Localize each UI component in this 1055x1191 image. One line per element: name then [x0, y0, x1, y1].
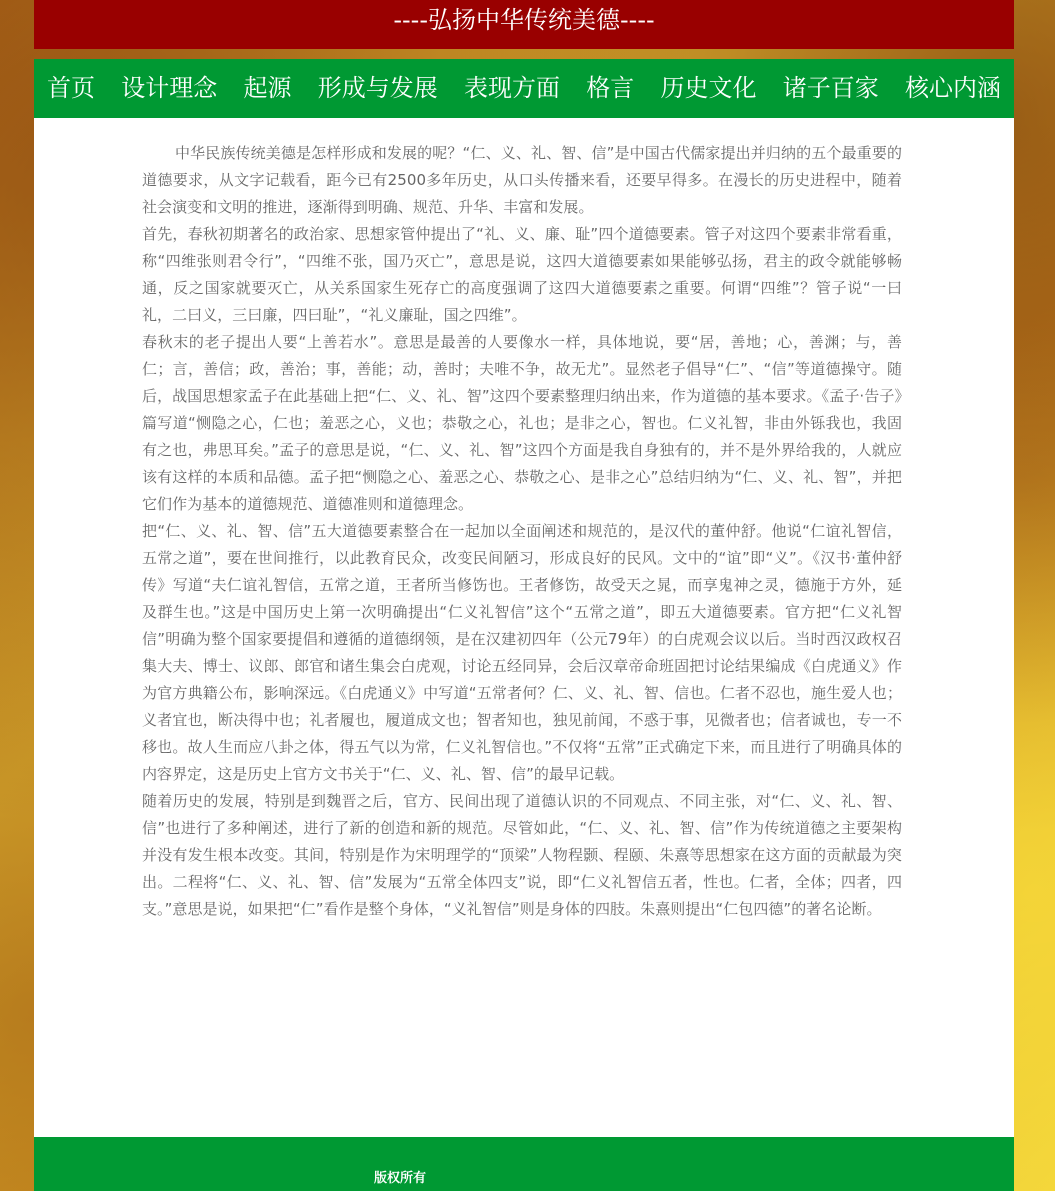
site-banner [34, 0, 1014, 49]
site-footer [34, 1137, 1014, 1191]
copyright-text: 版权所有 [374, 1171, 427, 1186]
nav-item-maxims[interactable]: 格言 [586, 74, 635, 102]
article-body [142, 140, 902, 923]
main-nav [34, 59, 1014, 118]
page-wrapper [34, 0, 1014, 1191]
article-paragraph-intro: 中华民族传统美德是怎样形成和发展的呢？“仁、义、礼、智、信”是中国古代儒家提出并归纳的五个最重要的道德要求，从文字记载看，距今已有2500多年历史，从口头传播来看，还要早得多。在漫长的历史进程中，随着社会演变和文明的推进，逐渐得到明确、规范、升华、丰富和发展。 [142, 144, 902, 216]
nav-item-origin[interactable]: 起源 [243, 74, 292, 102]
article-paragraph-guanzhong: 首先，春秋初期著名的政治家、思想家管仲提出了“礼、义、廉、耻”四个道德要素。管子对这四个要素非常看重，称“四维张则君令行”，“四维不张，国乃灭亡”，意思是说，这四大道德要素如果能够弘扬，君主的政令就能够畅通，反之国家就要灭亡，从关系国家生死存亡的高度强调了这四大道德要素之重要。何谓“四维”？管子说“一曰礼，二曰义，三曰廉，四曰耻”，“礼义廉耻，国之四维”。 [142, 225, 902, 324]
nav-item-design-concept[interactable]: 设计理念 [121, 74, 218, 102]
article-paragraph-laozi-mencius: 春秋末的老子提出人要“上善若水”。意思是最善的人要像水一样，具体地说，要“居，善地；心，善渊；与，善仁；言，善信；政，善治；事，善能；动，善时；夫唯不争，故无尤”。显然老子倡导“仁”、“信”等道德操守。随后，战国思想家孟子在此基础上把“仁、义、礼、智”这四个要素整理归纳出来，作为道德的基本要求。《孟子·告子》篇写道“恻隐之心，仁也；羞恶之心，义也；恭敬之心，礼也；是非之心，智也。仁义礼智，非由外铄我也，我固有之也，弗思耳矣。”孟子的意思是说，“仁、义、礼、智”这四个方面是我自身独有的，并不是外界给我的，人就应该有这样的本质和品德。孟子把“恻隐之心、羞恶之心、恭敬之心、是非之心”总结归纳为“仁、义、礼、智”，并把它们作为基本的道德规范、道德准则和道德理念。 [142, 333, 902, 513]
article-paragraph-song-ming: 随着历史的发展，特别是到魏晋之后，官方、民间出现了道德认识的不同观点、不同主张，对“仁、义、礼、智、信”也进行了多种阐述，进行了新的创造和新的规范。尽管如此，“仁、义、礼、智、信”作为传统道德之主要架构并没有发生根本改变。其间，特别是作为宋明理学的“顶梁”人物程颢、程颐、朱熹等思想家在这方面的贡献最为突出。二程将“仁、义、礼、智、信”发展为“五常全体四支”说，即“仁义礼智信五者，性也。仁者，全体；四者，四支。”意思是说，如果把“仁”看作是整个身体，“义礼智信”则是身体的四肢。朱熹则提出“仁包四德”的著名论断。 [142, 792, 902, 918]
site-title: ----弘扬中华传统美德---- [393, 6, 655, 34]
nav-item-core-connotation[interactable]: 核心内涵 [905, 74, 1001, 102]
article-paragraph-dong-zhongshu: 把“仁、义、礼、智、信”五大道德要素整合在一起加以全面阐述和规范的，是汉代的董仲舒。他说“仁谊礼智信，五常之道”，要在世间推行，以此教育民众，改变民间陋习，形成良好的民风。文中的“谊”即“义”。《汉书·董仲舒传》写道“夫仁谊礼智信，五常之道，王者所当修饬也。王者修饬，故受天之晁，而享鬼神之灵，德施于方外，延及群生也。”这是中国历史上第一次明确提出“仁义礼智信”这个“五常之道”，即五大道德要素。官方把“仁义礼智信”明确为整个国家要提倡和遵循的道德纲领，是在汉建初四年（公元79年）的白虎观会议以后。当时西汉政权召集大夫、博士、议郎、郎官和诸生集会白虎观，讨论五经同异，会后汉章帝命班固把讨论结果编成《白虎通义》作为官方典籍公布，影响深远。《白虎通义》中写道“五常者何？仁、义、礼、智、信也。仁者不忍也，施生爱人也；义者宜也，断决得中也；礼者履也，履道成文也；智者知也，独见前闻，不惑于事，见微者也；信者诚也，专一不移也。故人生而应八卦之体，得五气以为常，仁义礼智信也。”不仅将“五常”正式确定下来，而且进行了明确具体的内容界定，这是历史上官方文书关于“仁、义、礼、智、信”的最早记载。 [142, 522, 902, 783]
nav-item-manifestations[interactable]: 表现方面 [464, 74, 560, 102]
content-area [34, 118, 1014, 1137]
nav-item-hundred-schools[interactable]: 诸子百家 [782, 74, 879, 102]
nav-item-home[interactable]: 首页 [47, 74, 95, 102]
nav-item-history-culture[interactable]: 历史文化 [660, 74, 757, 102]
nav-item-formation-development[interactable]: 形成与发展 [317, 74, 438, 102]
